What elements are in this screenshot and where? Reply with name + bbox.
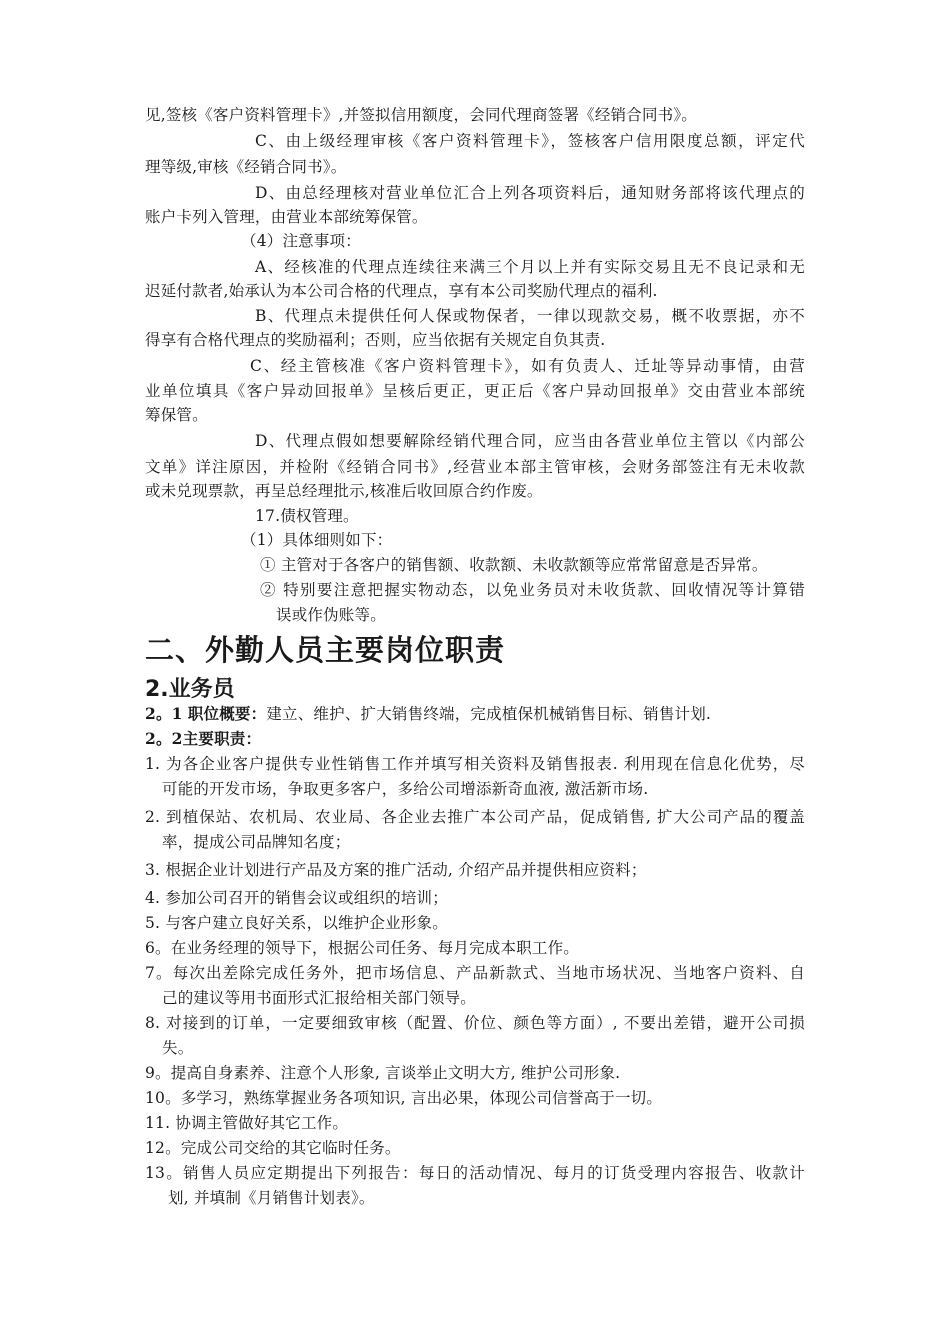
duty-item-continuation: 可能的开发市场，争取更多客户，多给公司增添新奇血液, 激活新市场.: [162, 780, 649, 798]
paragraph-line: （4）注意事项：: [241, 232, 361, 250]
paragraph-line: D、由总经理核对营业单位汇合上列各项资料后，通知财务部将该代理点的: [255, 184, 805, 202]
paragraph-line: C、由上级经理审核《客户资料管理卡》，签核客户信用限度总额，评定代: [255, 132, 805, 150]
duty-item: 4. 参加公司召开的销售会议或组织的培训；: [145, 889, 448, 907]
overview-line: [145, 702, 711, 726]
duty-item: 13。销售人员应定期提出下列报告：每日的活动情况、每月的订货受理内容报告、收款计: [145, 1164, 805, 1182]
paragraph-line: 文单》详注原因，并检附《经销合同书》,经营业本部主管审核，会财务部签注有无未收款: [145, 458, 805, 476]
duty-item-continuation: 失。: [162, 1039, 194, 1057]
duty-item: 5. 与客户建立良好关系，以维护企业形象。: [145, 914, 448, 932]
duty-item: 7。每次出差除完成任务外，把市场信息、产品新款式、当地市场状况、当地客户资料、自: [145, 964, 805, 982]
duty-item: 9。提高自身素养、注意个人形象, 言谈举止文明大方, 维护公司形象.: [145, 1064, 621, 1082]
overview-number: 2。1: [145, 704, 183, 723]
duty-item: 6。在业务经理的领导下，根据公司任务、每月完成本职工作。: [145, 939, 579, 957]
duty-item-continuation: 划, 并填制《月销售计划表》。: [168, 1189, 375, 1207]
paragraph-line: C、经主管核准《客户资料管理卡》，如有负责人、迁址等异动事情，由营: [250, 357, 805, 375]
duty-item: 11. 协调主管做好其它工作。: [145, 1114, 349, 1132]
duty-item-continuation: 率，提成公司品牌知名度；: [162, 833, 351, 851]
paragraph-line: 筹保管。: [145, 406, 208, 424]
duty-item: 8. 对接到的订单，一定要细致审核（配置、价位、颜色等方面）, 不要出差错，避开公司损: [145, 1014, 805, 1032]
paragraph-line: 账户卡列入管理，由营业本部统筹保管。: [145, 208, 428, 226]
paragraph-line: 迟延付款者,始承认为本公司合格的代理点，享有本公司奖励代理点的福利.: [145, 282, 658, 300]
list-item: ① 主管对于各客户的销售额、收款额、未收款额等应常常留意是否异常。: [260, 556, 768, 574]
paragraph-line: 理等级,审核《经销合同书》。: [145, 158, 347, 176]
paragraph-line: B、代理点未提供任何人保或物保者，一律以现款交易，概不收票据，亦不: [255, 307, 805, 325]
duty-item-continuation: 己的建议等用书面形式汇报给相关部门领导。: [162, 989, 477, 1007]
duties-heading: 2。2主要职责：: [145, 729, 262, 748]
overview-text: 建立、维护、扩大销售终端，完成植保机械销售目标、销售计划.: [266, 705, 712, 723]
paragraph-line: （1）具体细则如下：: [241, 531, 393, 549]
paragraph-line: 见,签核《客户资料管理卡》,并签拟信用额度，会同代理商签署《经销合同书》。: [145, 106, 698, 124]
duty-item: 12。完成公司交给的其它临时任务。: [145, 1139, 401, 1157]
paragraph-line: 17.债权管理。: [255, 507, 359, 525]
duty-item: 1. 为各企业客户提供专业性销售工作并填写相关资料及销售报表. 利用现在信息化优势，尽: [145, 755, 805, 773]
list-item-continuation: 误或作伪账等。: [276, 606, 386, 624]
paragraph-line: A、经核准的代理点连续往来满三个月以上并有实际交易且无不良记录和无: [255, 258, 805, 276]
list-item: ② 特别要注意把握实物动态，以免业务员对未收货款、回收情况等计算错: [260, 581, 805, 599]
paragraph-line: 得享有合格代理点的奖励福利；否则，应当依据有关规定自负其责.: [145, 331, 606, 349]
sub-title: 2.业务员: [145, 677, 235, 702]
paragraph-line: D、代理点假如想要解除经销代理合同，应当由各营业单位主管以《内部公: [255, 432, 805, 450]
duty-item: 3. 根据企业计划进行产品及方案的推广活动, 介绍产品并提供相应资料；: [145, 861, 647, 879]
duty-item: 2. 到植保站、农机局、农业局、各企业去推广本公司产品，促成销售, 扩大公司产品的覆盖: [145, 808, 805, 826]
paragraph-line: 或未兑现票款，再呈总经理批示,核准后收回原合约作废。: [145, 482, 543, 500]
section-title: 二、外勤人员主要岗位职责: [145, 633, 506, 667]
duty-item: 10。多学习，熟练掌握业务各项知识, 言出必果，体现公司信誉高于一切。: [145, 1089, 663, 1107]
overview-label: 职位概要：: [187, 704, 267, 723]
paragraph-line: 业单位填具《客户异动回报单》呈核后更正，更正后《客户异动回报单》交由营业本部统: [145, 382, 805, 400]
